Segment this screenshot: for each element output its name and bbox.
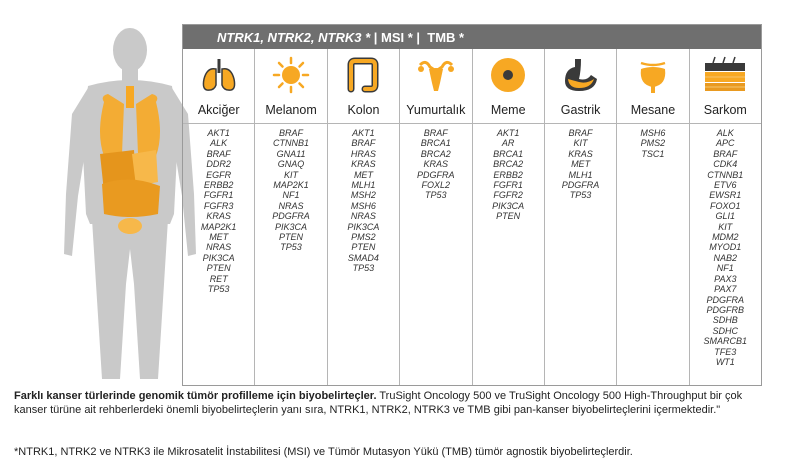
gene-item: MLH1 bbox=[568, 169, 593, 180]
gene-item: FOXL2 bbox=[421, 180, 451, 191]
gene-item: GNAQ bbox=[277, 159, 305, 170]
gene-item: TSC1 bbox=[641, 148, 665, 159]
gene-item: NRAS bbox=[206, 242, 232, 253]
gene-item: PIK3CA bbox=[275, 221, 308, 232]
gene-item: CTNNB1 bbox=[707, 169, 744, 180]
gene-item: NF1 bbox=[716, 263, 734, 274]
gene-item: FGFR1 bbox=[493, 180, 523, 191]
cancer-name: Yumurtalık bbox=[406, 103, 466, 117]
human-body-illustration bbox=[60, 24, 200, 384]
stomach-icon bbox=[561, 55, 601, 95]
gene-item: CTNNB1 bbox=[273, 138, 310, 149]
gene-item: EGFR bbox=[206, 169, 232, 180]
cancer-column-colon bbox=[327, 49, 399, 385]
gene-item: MLH1 bbox=[351, 180, 376, 191]
gene-item: BRCA2 bbox=[420, 148, 451, 159]
cancer-name: Gastrik bbox=[560, 103, 601, 117]
gene-item: AKT1 bbox=[207, 128, 230, 138]
gene-item: MET bbox=[209, 232, 229, 243]
gene-item: MET bbox=[353, 169, 373, 180]
gene-item: MSH6 bbox=[640, 128, 666, 138]
gene-item: NRAS bbox=[350, 211, 376, 222]
gene-item: ALK bbox=[716, 128, 734, 138]
pan-cancer-header bbox=[183, 25, 761, 49]
gene-item: ETV6 bbox=[714, 180, 737, 191]
gene-item: TP53 bbox=[425, 190, 447, 201]
gene-item: EWSR1 bbox=[709, 190, 742, 201]
gene-item: TP53 bbox=[207, 284, 230, 295]
gene-item: TP53 bbox=[569, 190, 592, 201]
gene-item: AKT1 bbox=[496, 128, 520, 138]
gene-item: KRAS bbox=[206, 211, 231, 222]
gene-list bbox=[255, 124, 326, 253]
gene-item: MET bbox=[571, 159, 591, 170]
gene-item: NAB2 bbox=[713, 252, 738, 263]
gene-item: MSH6 bbox=[350, 200, 376, 211]
gene-item: ALK bbox=[210, 138, 228, 149]
gene-item: NF1 bbox=[282, 190, 300, 201]
gene-item: KRAS bbox=[351, 159, 376, 170]
header-separator: | bbox=[373, 29, 378, 45]
gene-item: MSH2 bbox=[350, 190, 376, 201]
gene-item: GLI1 bbox=[715, 211, 736, 222]
gene-item: PDGFRB bbox=[706, 304, 745, 315]
gene-item: PAX7 bbox=[714, 284, 737, 295]
cancer-column-gastric bbox=[544, 49, 616, 385]
gene-item: ERBB2 bbox=[493, 169, 523, 180]
bladder-icon bbox=[633, 55, 673, 95]
gene-item: PIK3CA bbox=[202, 252, 235, 263]
gene-item: BRCA2 bbox=[493, 159, 524, 170]
header-separator: | bbox=[416, 29, 421, 45]
biomarker-table bbox=[182, 24, 762, 386]
gene-item: BRAF bbox=[351, 138, 376, 149]
cancer-name: Mesane bbox=[630, 103, 676, 117]
cancer-name: Melanom bbox=[265, 103, 317, 117]
gene-item: CDK4 bbox=[713, 159, 738, 170]
gene-list bbox=[400, 124, 471, 201]
gene-item: GNA11 bbox=[276, 148, 306, 159]
gene-item: KIT bbox=[718, 221, 733, 232]
gene-item: PMS2 bbox=[351, 232, 376, 243]
sun-icon bbox=[271, 55, 311, 95]
gene-item: AR bbox=[501, 138, 515, 149]
gene-item: FGFR1 bbox=[203, 190, 234, 201]
gene-item: FGFR2 bbox=[493, 190, 523, 201]
figure-caption bbox=[14, 390, 774, 417]
gene-item: PDGFRA bbox=[272, 211, 310, 222]
gene-item: AKT1 bbox=[352, 128, 375, 138]
header-ntrk: NTRK1, NTRK2, NTRK3 * bbox=[217, 29, 374, 45]
gene-list bbox=[473, 124, 544, 222]
gene-item: BRAF bbox=[279, 128, 304, 138]
gene-item: BRAF bbox=[568, 128, 593, 138]
caption-text: TruSight Oncology 500 ve TruSight Oncology 500 High-Throughput bir çok kanser türüne ait rehberlerdeki önemli biyobelirteçlerin yanı sıra, NTRK1, NTRK2, NTRK3 ve TMB gibi pan-kanser biyobelirteçlerini içermektedir." bbox=[14, 390, 743, 416]
gene-item: KIT bbox=[573, 138, 588, 149]
header-tmb: TMB * bbox=[420, 29, 465, 45]
gene-item: HRAS bbox=[350, 148, 376, 159]
gene-list bbox=[328, 124, 399, 274]
gene-item: PIK3CA bbox=[347, 221, 380, 232]
cancer-name: Kolon bbox=[347, 103, 380, 117]
colon-icon bbox=[343, 55, 383, 95]
gene-item: PDGFRA bbox=[706, 294, 745, 305]
gene-item: TP53 bbox=[280, 242, 302, 253]
gene-list bbox=[183, 124, 254, 295]
footnote: *NTRK1, NTRK2 ve NTRK3 ile Mikrosatelit İnstabilitesi (MSI) ve Tümör Mutasyon Yükü (TMB) tümör agnostik biyobelirteçlerdir. bbox=[14, 446, 633, 458]
lungs-icon bbox=[199, 55, 239, 95]
gene-item: SDHC bbox=[712, 325, 739, 336]
gene-item: PMS2 bbox=[640, 138, 666, 149]
gene-item: KIT bbox=[284, 169, 299, 180]
cancer-name: Meme bbox=[490, 103, 526, 117]
gene-item: BRAF bbox=[713, 148, 738, 159]
gene-item: BRCA1 bbox=[420, 138, 451, 149]
gene-item: PDGFRA bbox=[417, 169, 455, 180]
gene-item: BRAF bbox=[423, 128, 448, 138]
caption-title: Farklı kanser türlerinde genomik tümör profilleme için biyobelirteçler. bbox=[14, 390, 377, 402]
gene-item: WT1 bbox=[715, 356, 735, 367]
gene-item: PIK3CA bbox=[492, 200, 525, 211]
gene-item: FOXO1 bbox=[710, 200, 741, 211]
gene-item: DDR2 bbox=[206, 159, 231, 170]
gene-item: MYOD1 bbox=[709, 242, 742, 253]
gene-item: PTEN bbox=[351, 242, 376, 253]
gene-item: PAX3 bbox=[714, 273, 737, 284]
gene-item: NRAS bbox=[278, 200, 304, 211]
gene-item: SMAD4 bbox=[347, 252, 379, 263]
gene-item: MAP2K1 bbox=[200, 221, 237, 232]
gene-item: MAP2K1 bbox=[273, 180, 309, 191]
cancer-name: Sarkom bbox=[703, 103, 747, 117]
header-msi: MSI * bbox=[377, 29, 417, 45]
gene-item: FGFR3 bbox=[203, 200, 234, 211]
cancer-name: Akciğer bbox=[197, 103, 240, 117]
breast-icon bbox=[488, 55, 528, 95]
gene-item: ERBB2 bbox=[203, 180, 234, 191]
gene-item: BRAF bbox=[206, 148, 231, 159]
gene-item: KRAS bbox=[568, 148, 593, 159]
cancer-column-sarcoma bbox=[689, 49, 761, 385]
tissue-icon bbox=[703, 55, 747, 95]
gene-item: KRAS bbox=[423, 159, 449, 170]
gene-item: SMARCB1 bbox=[703, 336, 748, 347]
gene-list bbox=[690, 124, 761, 367]
gene-item: PTEN bbox=[279, 232, 304, 243]
gene-item: TFE3 bbox=[714, 346, 737, 357]
gene-item: PTEN bbox=[206, 263, 231, 274]
cancer-columns bbox=[183, 49, 761, 385]
gene-item: APC bbox=[716, 138, 735, 149]
cancer-column-bladder bbox=[616, 49, 688, 385]
uterus-icon bbox=[416, 55, 456, 95]
gene-item: PTEN bbox=[496, 211, 521, 222]
cancer-column-breast bbox=[472, 49, 544, 385]
cancer-column-ovary bbox=[399, 49, 471, 385]
cancer-column-lung bbox=[183, 49, 254, 385]
gene-item: SDHB bbox=[712, 315, 738, 326]
gene-item: PDGFRA bbox=[561, 180, 600, 191]
gene-item: MDM2 bbox=[712, 232, 739, 243]
gene-item: TP53 bbox=[352, 263, 375, 274]
gene-item: BRCA1 bbox=[493, 148, 524, 159]
gene-list bbox=[617, 124, 688, 159]
gene-item: RET bbox=[209, 273, 228, 284]
gene-list bbox=[545, 124, 616, 201]
cancer-column-melanoma bbox=[254, 49, 326, 385]
